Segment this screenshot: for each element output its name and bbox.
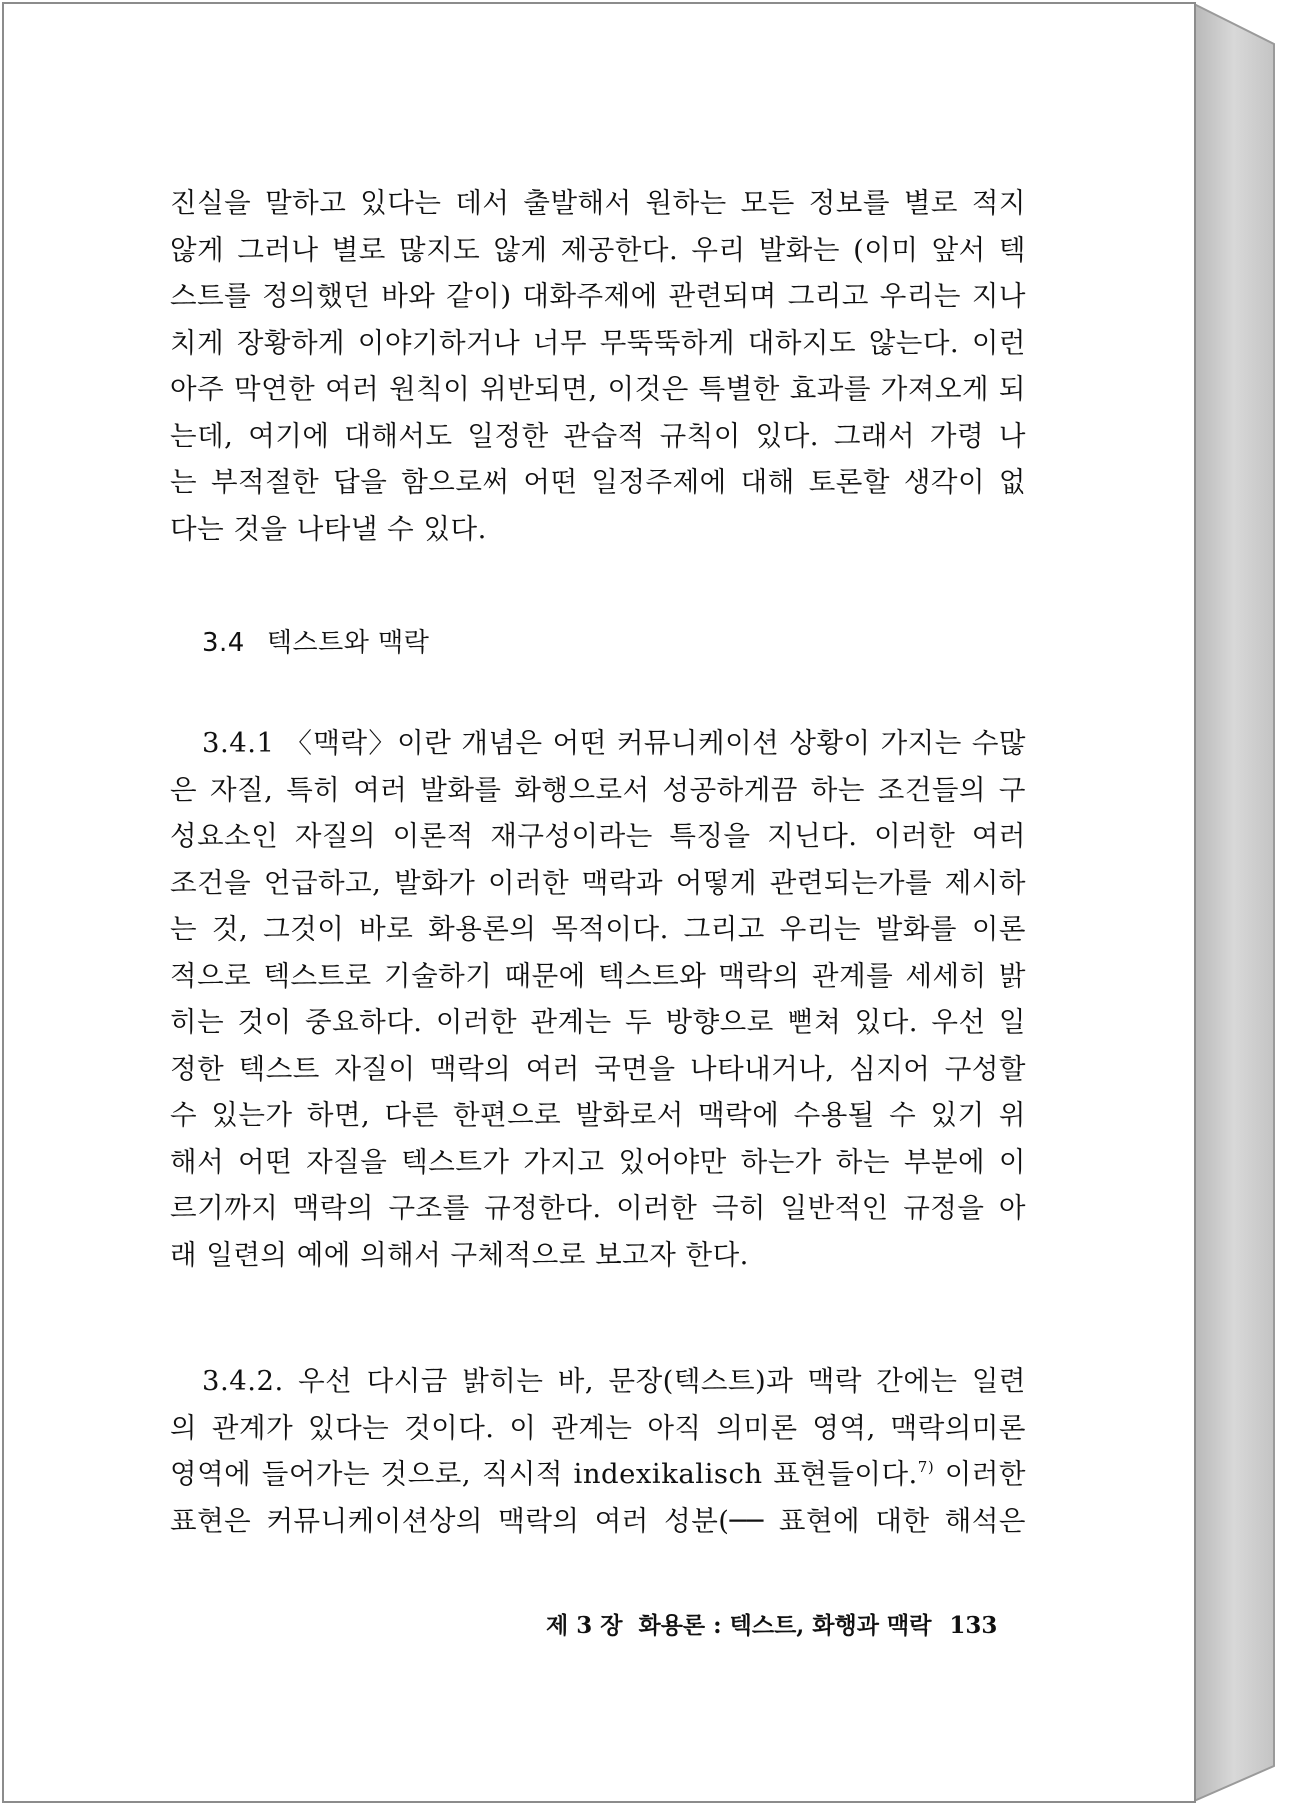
text-line: 적으로 텍스트로 기술하기 때문에 텍스트와 맥락의 관계를 세세히 밝 xyxy=(170,959,1026,992)
text-line: 다는 것을 나타낼 수 있다. xyxy=(170,512,487,545)
text-line: 치게 장황하게 이야기하거나 너무 무뚝뚝하게 대하지도 않는다. 이런 xyxy=(170,326,1026,359)
text-line: 해서 어떤 자질을 텍스트가 가지고 있어야만 하는가 하는 부분에 이 xyxy=(170,1145,1026,1178)
text-segment: 이러한 xyxy=(934,1458,1026,1490)
text-line: 정한 텍스트 자질이 맥락의 여러 국면을 나타내거나, 심지어 구성할 xyxy=(170,1052,1026,1085)
paragraph-3-4-1 xyxy=(170,720,1026,1278)
text-line: 는 부적절한 답을 함으로써 어떤 일정주제에 대해 토론할 생각이 없 xyxy=(170,466,1026,498)
text-line: 3.4.1 〈맥락〉이란 개념은 어떤 커뮤니케이션 상황이 가지는 수많 xyxy=(202,727,1026,759)
text-line: 조건을 언급하고, 발화가 이러한 맥락과 어떻게 관련되는가를 제시하 xyxy=(170,866,1026,899)
section-heading xyxy=(202,622,429,659)
text-line: 성요소인 자질의 이론적 재구성이라는 특징을 지닌다. 이러한 여러 xyxy=(170,820,1026,852)
section-number: 3.4 xyxy=(202,628,245,658)
text-line: 은 자질, 특히 여러 발화를 화행으로서 성공하게끔 하는 조건들의 구 xyxy=(170,773,1026,806)
text-line: 르기까지 맥락의 구조를 규정한다. 이러한 극히 일반적인 규정을 아 xyxy=(170,1192,1026,1224)
text-line: 는데, 여기에 대해서도 일정한 관습적 규칙이 있다. 그래서 가령 나 xyxy=(170,419,1026,452)
text-line: 스트를 정의했던 바와 같이) 대화주제에 관련되며 그리고 우리는 지나 xyxy=(170,280,1026,312)
footer-chapter: 제 3 장 xyxy=(546,1612,623,1639)
text-line: 않게 그러나 별로 많지도 않게 제공한다. 우리 발화는 (이미 앞서 텍 xyxy=(170,233,1026,266)
section-title: 텍스트와 맥락 xyxy=(266,628,430,658)
text-line: 는 것, 그것이 바로 화용론의 목적이다. 그리고 우리는 발화를 이론 xyxy=(170,913,1027,945)
paragraph-3-4-2 xyxy=(170,1358,1026,1544)
text-line: 3.4.2. 우선 다시금 밝히는 바, 문장(텍스트)과 맥락 간에는 일련 xyxy=(202,1365,1026,1397)
text-line: 의 관계가 있다는 것이다. 이 관계는 아직 의미론 영역, 맥락의미론 xyxy=(170,1411,1026,1444)
text-segment: 영역에 들어가는 것으로, 직시적 indexikalisch 표현들이다. xyxy=(170,1458,918,1490)
page-number: 133 xyxy=(949,1612,998,1639)
text-line: 진실을 말하고 있다는 데서 출발해서 원하는 모든 정보를 별로 적지 xyxy=(170,187,1026,219)
text-line: 래 일련의 예에 의해서 구체적으로 보고자 한다. xyxy=(170,1238,749,1271)
text-line-with-footnote xyxy=(170,1451,1026,1498)
text-line: 아주 막연한 여러 원칙이 위반되면, 이것은 특별한 효과를 가져오게 되 xyxy=(170,373,1026,405)
footnote-marker[interactable]: 7) xyxy=(917,1458,935,1476)
text-line: 수 있는가 하면, 다른 한편으로 발화로서 맥락에 수용될 수 있기 위 xyxy=(170,1099,1026,1131)
running-footer xyxy=(546,1607,997,1640)
book-page xyxy=(4,4,1194,1801)
text-line: 표현은 커뮤니케이션상의 맥락의 여러 성분(── 표현에 대한 해석은 xyxy=(170,1504,1026,1537)
footer-title: 화용론 : 텍스트, 화행과 맥락 xyxy=(638,1612,932,1639)
paragraph-continued xyxy=(170,180,1026,552)
text-line: 히는 것이 중요하다. 이러한 관계는 두 방향으로 뻗쳐 있다. 우선 일 xyxy=(170,1006,1026,1038)
